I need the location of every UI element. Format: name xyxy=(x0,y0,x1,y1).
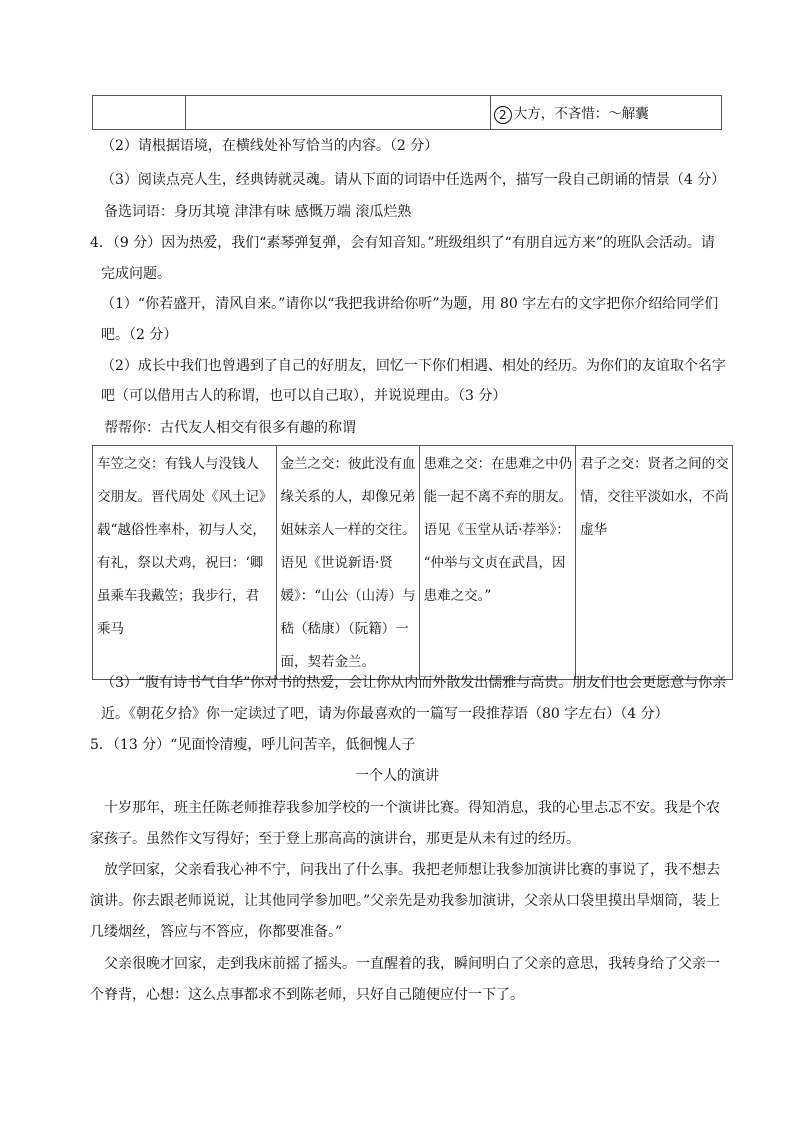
cell-line: 君子之交：贤者之间的交 xyxy=(580,456,729,472)
cell-line: 姐妹亲人一样的交往。 xyxy=(280,522,416,538)
cell-line: 患难之交。” xyxy=(423,588,492,604)
q4-part3-line1: （3）“腹有诗书气自华”你对书的热爱，会让你从内而外散发出儒雅与高贵。朋友们也会更愿意与你亲 xyxy=(101,675,727,691)
q4-part1-line2: 吧。（2 分） xyxy=(101,327,178,343)
cell-line: 金兰之交：彼此没有血 xyxy=(280,456,416,472)
circled-number: 2 xyxy=(494,106,512,124)
passage-title: 一个人的演讲 xyxy=(355,768,439,784)
q3-word-list: 备选词语：身历其境 津津有味 感慨万端 滚瓜烂熟 xyxy=(104,204,412,220)
q4-stem-line2: 完成问题。 xyxy=(101,266,171,282)
q4-part3-line2: 近。《朝花夕拾》你一定读过了吧，请为你最喜欢的一篇写一段推荐语（80 字左右）（4 分） xyxy=(101,706,669,722)
cell-line: 有礼，祭以犬鸡，祝曰：‘卿 xyxy=(97,555,264,571)
top-table-cell-2 xyxy=(186,96,491,130)
cell-line: 乘马 xyxy=(97,621,124,637)
q4-part2-line2: 吧（可以借用古人的称谓，也可以自己取），并说说理由。（3 分） xyxy=(101,388,507,404)
term-cell-jinlanzhijiao xyxy=(276,446,419,680)
cell-line: 患难之交：在患难之中仍 xyxy=(423,456,573,472)
q4-part2-line1: （2）成长中我们也曾遇到了自己的好朋友，回忆一下你们相遇、相处的经历。为你们的友谊取个名字 xyxy=(101,358,726,374)
cell-line: 媛》：“山公（山涛）与 xyxy=(280,588,416,604)
term-cell-junzizhijiao xyxy=(576,446,733,680)
q3-part3: （3）阅读点亮人生，经典铸就灵魂。请从下面的词语中任选两个，描写一段自己朗诵的情景（4 分） xyxy=(101,172,726,188)
top-table-cell-1 xyxy=(93,96,186,130)
q4-part1-line1: （1）“你若盛开，清风自来。”请你以“我把我讲给你听”为题，用 80 字左右的文字把你介绍给同学们 xyxy=(101,296,719,312)
passage-para3-line1: 父亲很晚才回家，走到我床前摇了摇头。一直醒着的我，瞬间明白了父亲的意思，我转身给了父亲一 xyxy=(104,956,720,972)
cell-line: 语见《玉堂从话·荐举》： xyxy=(423,522,570,538)
passage-para3-line2: 个脊背，心想：这么点事都求不到陈老师，只好自己随便应付一下了。 xyxy=(90,987,524,1003)
cell-line: 能一起不离不弃的朋友。 xyxy=(423,489,573,505)
term-cell-chelizhijiao xyxy=(93,446,277,680)
cell-line: “仲举与文贞在武昌，因 xyxy=(423,555,566,571)
cell-line: 虽乘车我戴笠；我步行，君 xyxy=(97,588,259,604)
q4-stem-line1: 4．（9 分）因为热爱，我们“素琴弹复弹，会有知音知。”班级组织了“有朋自远方来”的班队会活动。请 xyxy=(90,235,715,251)
passage-para1-line1: 十岁那年，班主任陈老师推荐我参加学校的一个演讲比赛。得知消息，我的心里忐忑不安。我是个农 xyxy=(104,800,720,816)
passage-para2-line3: 几缕烟丝，答应与不答应，你都要准备。” xyxy=(90,924,343,940)
passage-para2-line2: 演讲。你去跟老师说说，让其他同学参加吧。”父亲先是劝我参加演讲，父亲从口袋里摸出旱烟筒，装上 xyxy=(90,893,721,909)
cell-line: 车笠之交：有钱人与没钱人 xyxy=(97,456,259,472)
q4-help-note: 帮帮你：古代友人相交有很多有趣的称谓 xyxy=(104,420,356,436)
friendship-terms-table xyxy=(92,445,733,680)
cell-line: 交朋友。晋代周处《风土记》 xyxy=(97,489,273,505)
top-table xyxy=(92,95,722,130)
definition-text: 大方，不吝惜：～解囊 xyxy=(513,105,649,122)
term-cell-huannanzhijiao xyxy=(419,446,576,680)
cell-line: 缘关系的人，却像兄弟 xyxy=(280,489,416,505)
passage-para1-line2: 家孩子。虽然作文写得好；至于登上那高高的演讲台，那更是从未有过的经历。 xyxy=(90,831,580,847)
cell-line: 嵇（嵇康）（阮籍）一 xyxy=(280,621,409,637)
cell-line: 语见《世说新语·贤 xyxy=(280,555,393,571)
passage-para2-line1: 放学回家，父亲看我心神不宁，问我出了什么事。我把老师想让我参加演讲比赛的事说了，我不想去 xyxy=(104,862,720,878)
cell-line: 面，契若金兰。 xyxy=(280,654,375,670)
q5-stem: 5．（13 分）“见面怜清瘦，呼儿问苦辛，低徊愧人子 xyxy=(90,737,416,753)
cell-line: 虚华 xyxy=(580,522,608,538)
cell-line: 载“越俗性率朴，初与人交， xyxy=(97,522,266,538)
top-table-cell-3 xyxy=(490,96,721,130)
q3-part2: （2）请根据语境，在横线处补写恰当的内容。（2 分） xyxy=(101,138,439,154)
cell-line: 情，交往平淡如水，不尚 xyxy=(580,489,729,505)
